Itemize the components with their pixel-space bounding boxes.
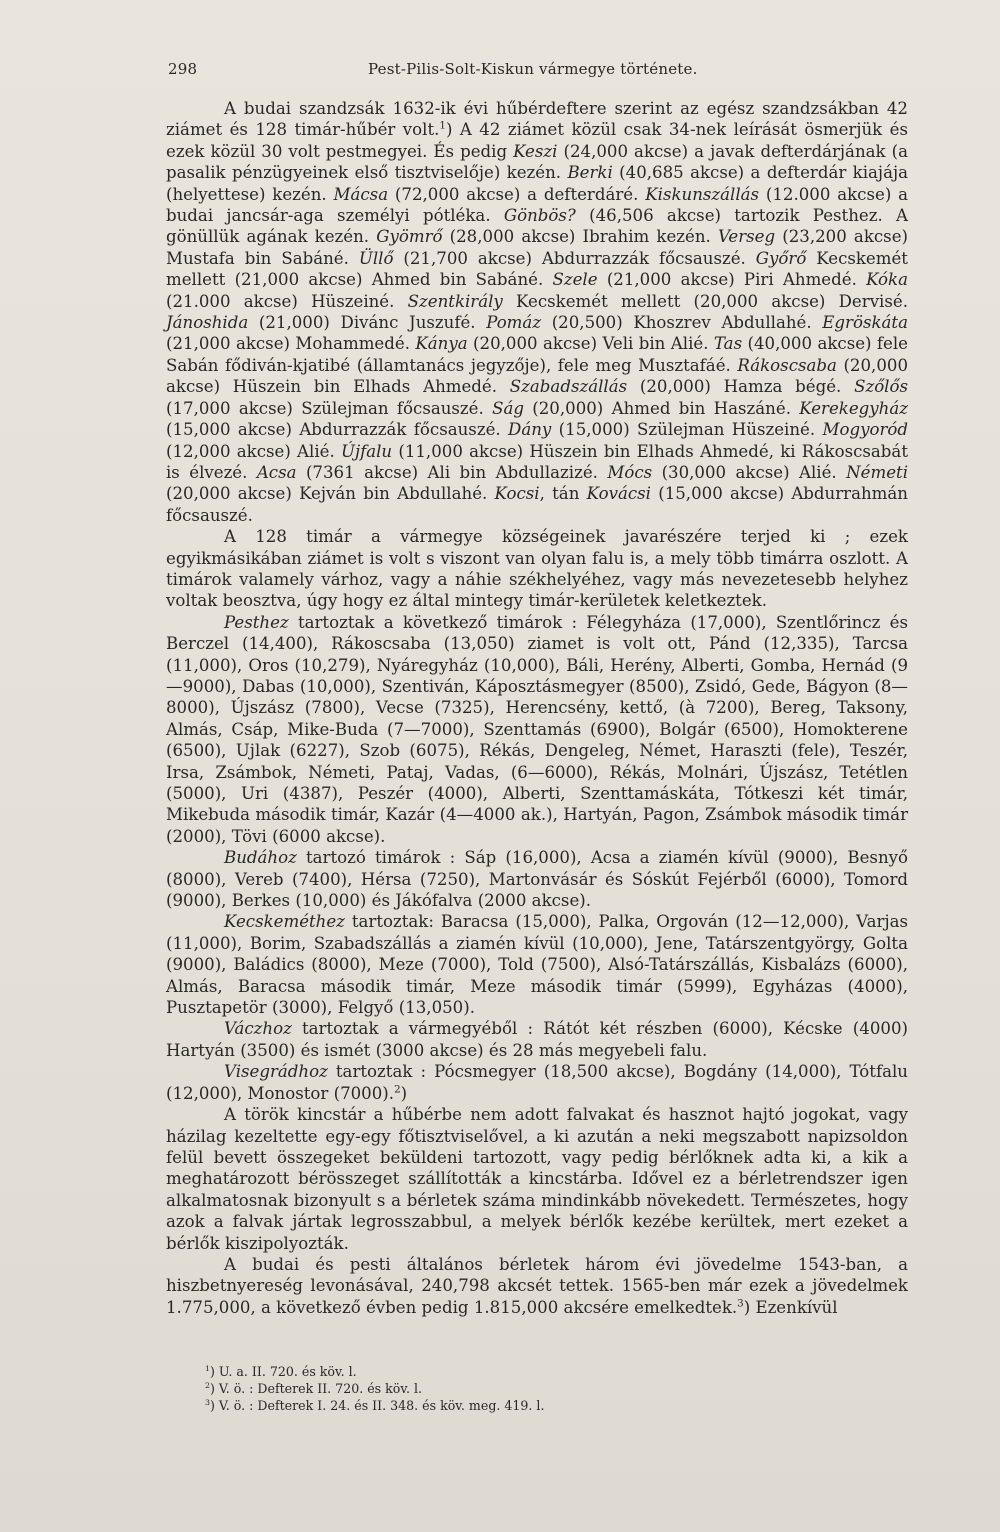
- text-run: (21,000) Divánc Juszufé.: [248, 313, 487, 333]
- text-run: (20,000) Hamza bégé.: [627, 377, 855, 397]
- footnote-text: ) U. a. II. 720. és köv. l.: [209, 1364, 357, 1379]
- footnote-reference: 1: [439, 119, 446, 132]
- footnote-text: ) V. ö. : Defterek II. 720. és köv. l.: [209, 1381, 423, 1396]
- text-run: tartoztak : Pócsmegyer (18,500 akcse), Bogdány (14,000), Tótfalu (12,000), Monostor (7000).: [166, 1062, 908, 1103]
- text-run: (21,000 akcse) Piri Ahmedé.: [597, 270, 867, 290]
- text-run: tartoztak a következő timárok : Félegyháza (17,000), Szentlőrincz és Berczel (14,400), Rákoscsaba (13,050) ziamet is volt ott, Pánd (12,335), Tarcsa (11,000), Oros (10,279), Nyáregyház (10,000), Báli, Herény, Alberti, Gomba, Hernád (9—9000), Dabas (10,000), Szentiván, Káposztásmegyer (8500), Zsidó, Gede, Bágyon (8—8000), Újszász (7800), Vecse (7325), Herencsény, kettő, (à 7200), Bereg, Taksony, Almás, Csáp, Mike-Buda (7—7000), Szenttamás (6900), Bolgár (6500), Homokterene (6500), Ujlak (6227), Szob (6075), Rékás, Dengeleg, Német, Haraszti (fele), Teszér, Irsa, Zsámbok, Németi, Pataj, Vadas, (6—6000), Rékás, Molnári, Újszász, Tetétlen (5000), Uri (4387), Peszér (4000), Alberti, Szenttamáskáta, Tótkeszi két timár, Mikebuda második timár, Kazár (4—4000 ak.), Hartyán, Pagon, Zsámbok második timár (2000), Tövi (6000 akcse).: [166, 612, 908, 846]
- place-name: Szabadszállás: [509, 377, 628, 397]
- footnote-reference: 3: [737, 1297, 744, 1310]
- place-name: Keszi: [513, 141, 558, 161]
- text-run: tartoztak a vármegyéből : Rátót két részben (6000), Kécske (4000) Hartyán (3500) és ismét (3000 akcse) és 28 más megyebeli falu.: [166, 1019, 908, 1060]
- place-name: Pesthez: [224, 612, 289, 632]
- place-name: Gyömrő: [376, 227, 443, 247]
- footnotes: [205, 1363, 805, 1414]
- text-run: A budai és pesti általános bérletek három évi jövedelme 1543-ban, a hiszbetnyereség levonásával, 240,798 akcsét tettek. 1565-ben már ezek a jövedelmek 1.775,000, a következő évben pedig 1.815,000 akcsére emelkedtek.: [166, 1254, 908, 1317]
- text-run: Kecskemét mellett (20,000 akcse) Dervisé.: [502, 291, 908, 311]
- text-run: ) A 42 ziámet közül csak 34-nek leírását ösmerjük és ezek közül 30 volt pestmegyei. És pedig: [166, 120, 908, 161]
- place-name: Mogyoród: [822, 420, 908, 440]
- place-name: Jánoshida: [166, 313, 249, 333]
- place-name: Szőlős: [854, 377, 908, 397]
- text-run: , tán: [539, 484, 587, 504]
- place-name: Mácsa: [333, 184, 389, 204]
- place-name: Kánya: [415, 334, 468, 354]
- place-name: Kerekegyház: [799, 398, 908, 418]
- paragraph: [166, 847, 908, 911]
- place-name: Szele: [552, 270, 598, 290]
- text-run: A 128 timár a vármegye községeinek javarészére terjed ki ; ezek egyikmásikában ziámet is volt s viszont van olyan falu is, a mely több timárra oszlott. A timárok valamely várhoz, vagy a náhie székhelyéhez, vagy más nevezetesebb helyhez voltak beosztva, úgy hogy ez által mintegy timár-kerületek keletkeztek.: [166, 527, 908, 611]
- place-name: Visegrádhoz: [224, 1062, 328, 1082]
- footnote: [205, 1380, 805, 1397]
- footnote: [205, 1397, 805, 1414]
- text-run: tartozó timárok : Sáp (16,000), Acsa a ziamén kívül (9000), Besnyő (8000), Vereb (7400), Hérsa (7250), Martonvásár és Sóskút Fejérből (6000), Tomord (9000), Berkes (10,000) és Jákófalva (2000 akcse).: [166, 848, 908, 911]
- running-header: [168, 60, 908, 86]
- footnote-mark: 1: [205, 1363, 210, 1373]
- place-name: Kovácsi: [586, 484, 651, 504]
- text-run: ) Ezenkívül: [743, 1297, 838, 1317]
- footnote-text: ) V. ö. : Defterek I. 24. és II. 348. és köv. meg. 419. l.: [209, 1398, 545, 1413]
- text-run: (11,000 akcse) Hüszein bin Elhads Ahmedé, ki Rákoscsabát is élvezé.: [166, 441, 908, 482]
- footnote-mark: 3: [205, 1397, 210, 1407]
- place-name: Verseg: [717, 227, 776, 247]
- text-run: A budai szandzsák 1632-ik évi hűbérdeftere szerint az egész szandzsákban 42 ziámet és 128 timár-hűbér volt.: [166, 99, 908, 140]
- text-run: (20,000 akcse) Hüszein bin Elhads Ahmedé.: [166, 355, 908, 397]
- place-name: Gönbös?: [503, 206, 576, 226]
- paragraph: [166, 911, 908, 1018]
- text-run: (20,500) Khoszrev Abdullahé.: [541, 313, 823, 333]
- text-run: (20,000) Ahmed bin Haszáné.: [523, 398, 800, 418]
- body-text: [166, 98, 908, 1318]
- place-name: Pomáz: [486, 313, 542, 333]
- text-run: (21,700 akcse) Abdurrazzák főcsauszé.: [393, 248, 756, 268]
- footnote-mark: 2: [205, 1380, 210, 1390]
- text-run: (28,000 akcse) Ibrahim kezén.: [442, 227, 718, 247]
- text-run: (7361 akcse) Ali bin Abdullazizé.: [296, 462, 608, 482]
- text-run: (24,000 akcse) a javak defterdárjának (a pasalik pénzügyeinek első tisztviselője) kezén.: [166, 141, 908, 183]
- place-name: Újfalu: [340, 441, 393, 461]
- place-name: Szentkirály: [407, 291, 503, 311]
- text-run: (72,000 akcse) a defterdáré.: [388, 184, 646, 204]
- paragraph: [166, 98, 908, 526]
- page-number: 298: [168, 60, 198, 78]
- place-name: Kóka: [866, 270, 908, 290]
- place-name: Dány: [508, 420, 552, 440]
- text-run: (40,000 akcse) fele Sabán fődiván-kjatibé (államtanács jegyzője), fele meg Musztafáé.: [166, 334, 908, 375]
- text-run: (23,200 akcse) Mustafa bin Sabáné.: [166, 227, 908, 268]
- text-run: (20,000 akcse) Veli bin Alié.: [467, 334, 714, 354]
- place-name: Kocsi: [494, 484, 540, 504]
- place-name: Ság: [492, 398, 524, 418]
- place-name: Acsa: [256, 462, 297, 482]
- text-run: tartoztak: Baracsa (15,000), Palka, Orgován (12—12,000), Varjas (11,000), Borim, Szabadszállás a ziamén kívül (10,000), Jene, Tatárszentgyörgy, Golta (9000), Baládics (8000), Meze (7000), Told (7500), Alsó-Tatárszállás, Kisbalázs (6000), Almás, Baracsa második timár, Meze második timár (5999), Egyházas (4000), Pusztapetör (3000), Felgyő (13,050).: [166, 912, 908, 1018]
- text-run: (15,000 akcse) Abdurrazzák főcsauszé.: [166, 420, 509, 440]
- paragraph: [166, 1061, 908, 1104]
- place-name: Berki: [567, 163, 613, 183]
- text-run: (12,000 akcse) Alié.: [166, 441, 341, 461]
- place-name: Németi: [846, 462, 908, 482]
- paragraph: [166, 612, 908, 847]
- text-run: (17,000 akcse) Szülejman főcsauszé.: [166, 398, 493, 418]
- paragraph: [166, 526, 908, 612]
- text-run: (20,000 akcse) Kejván bin Abdullahé.: [166, 484, 495, 504]
- paragraph: [166, 1254, 908, 1318]
- paragraph: [166, 1104, 908, 1254]
- place-name: Kecskeméthez: [224, 912, 345, 932]
- place-name: Győrő: [755, 248, 807, 268]
- place-name: Mócs: [607, 462, 653, 482]
- place-name: Váczhoz: [224, 1019, 292, 1039]
- place-name: Tas: [713, 334, 743, 354]
- text-run: (12.000 akcse) a budai jancsár-aga személyi pótléka.: [166, 184, 909, 226]
- text-run: (15,000 akcse) Abdurrahmán főcsauszé.: [166, 484, 908, 525]
- footnote: [205, 1363, 805, 1380]
- text-run: ): [400, 1083, 408, 1103]
- place-name: Egröskáta: [822, 313, 908, 333]
- footnote-reference: 2: [394, 1083, 401, 1096]
- place-name: Üllő: [358, 248, 394, 268]
- text-run: (21.000 akcse) Hüszeiné.: [166, 291, 408, 311]
- text-run: (40,685 akcse) a defterdár kiajája (helyettese) kezén.: [166, 163, 909, 204]
- text-run: (30,000 akcse) Alié.: [652, 462, 847, 482]
- text-run: (15,000) Szülejman Hüszeiné.: [551, 420, 823, 440]
- paragraph: [166, 1018, 908, 1061]
- running-title: Pest-Pilis-Solt-Kiskun vármegye története.: [368, 60, 698, 78]
- place-name: Budához: [224, 848, 297, 868]
- text-run: Kecskemét mellett (21,000 akcse) Ahmed bin Sabáné.: [166, 248, 908, 290]
- place-name: Kiskunszállás: [645, 184, 760, 204]
- text-run: A török kincstár a hűbérbe nem adott falvakat és hasznot hajtó jogokat, vagy házilag kezeltette egy-egy főtisztviselővel, a ki azután a neki megszabott napizsoldon felül bevett összegeket beküldeni tartozott, vagy pedig bérlőknek adta ki, a kik a meghatározott bérösszeget szállították a kincstárba. Idővel ez a bérletrendszer igen alkalmatosnak bizonyult s a bérletek száma mindinkább növekedett. Természetes, hogy azok a falvak jártak legrosszabbul, a melyek bérlők kezébe kerültek, mert ezeket a bérlők kiszipolyozták.: [166, 1105, 908, 1253]
- text-run: (21,000 akcse) Mohammedé.: [166, 334, 416, 354]
- text-run: (46,506 akcse) tartozik Pesthez. A gönüllük agának kezén.: [166, 206, 909, 247]
- place-name: Rákoscsaba: [737, 355, 837, 375]
